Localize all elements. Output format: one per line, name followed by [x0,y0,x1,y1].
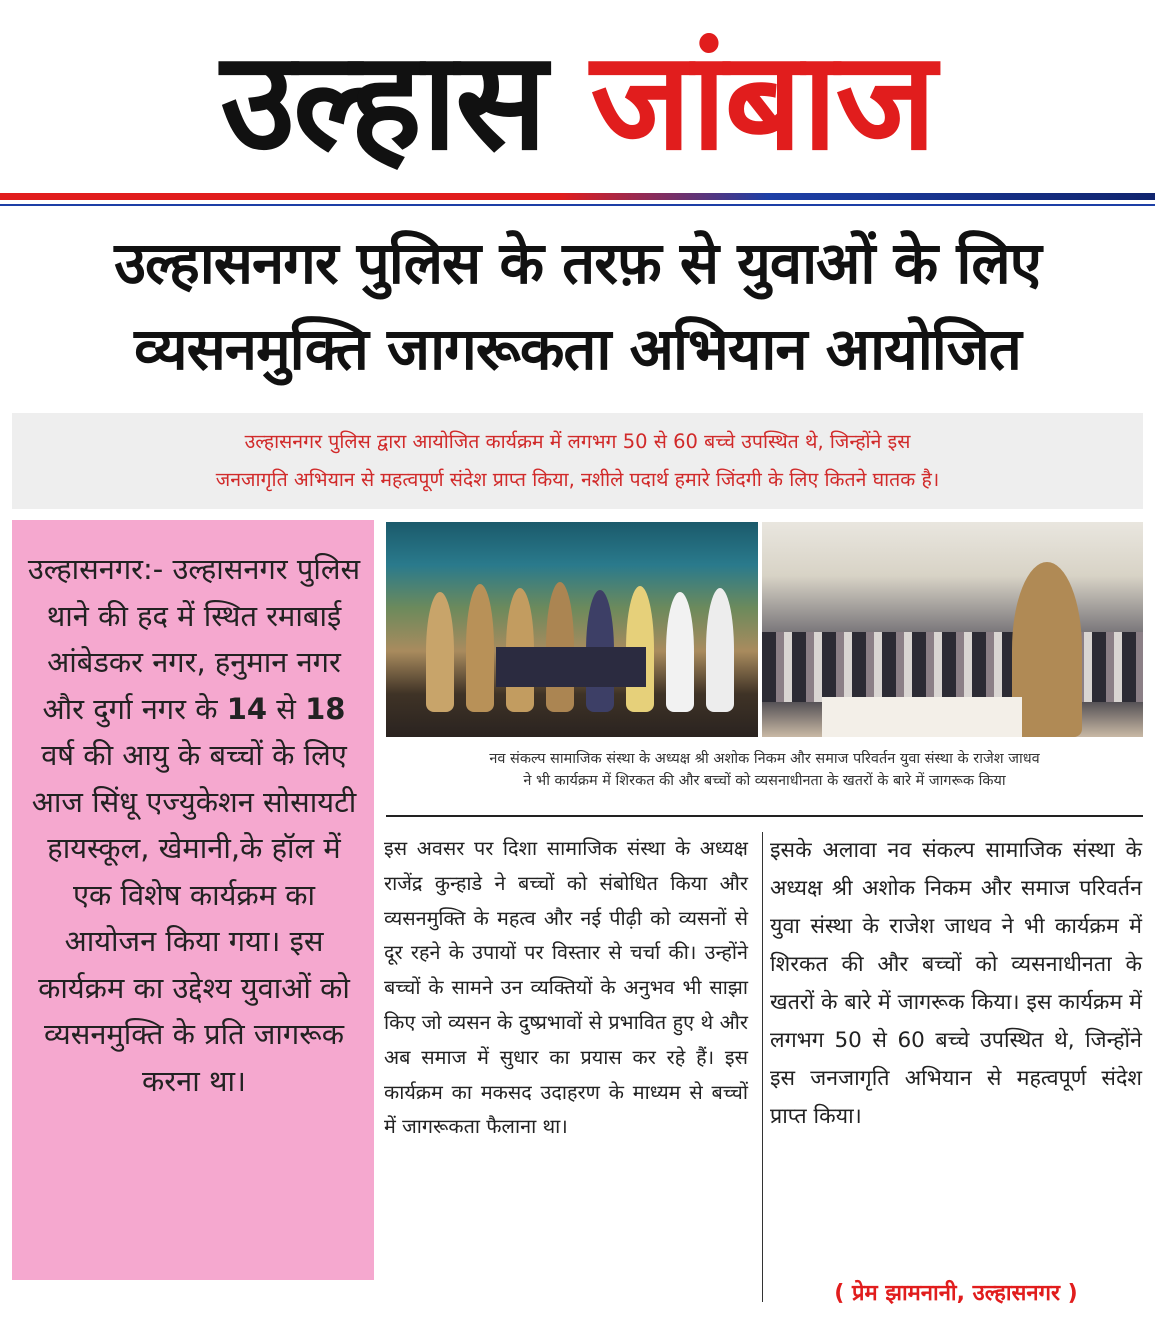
summary-line-2: जनजागृति अभियान से महत्वपूर्ण संदेश प्राप्त किया, नशीले पदार्थ हमारे जिंदगी के लिए कितने घातक है। [215,468,940,491]
caption-line-1: नव संकल्प सामाजिक संस्था के अध्यक्ष श्री अशोक निकम और समाज परिवर्तन युवा संस्था के राजेश जाधव [489,751,1040,767]
photo-figure [426,592,454,712]
masthead-word-1: उल्हास [220,23,546,181]
event-photo-audience [762,522,1143,737]
photo-figure [466,584,494,712]
photo-caption [386,748,1143,792]
photo-audience-rows [762,632,1143,702]
byline: ( प्रेम झामनानी, उल्हासनगर ) [834,1281,1078,1306]
masthead-rule-thin [0,204,1155,206]
photo-table [496,647,646,687]
article-column-2: इस अवसर पर दिशा सामाजिक संस्था के अध्यक्ष राजेंद्र कुन्हाडे ने बच्चों को संबोधित किया और व्यसनमुक्ति के महत्व और नई पीढ़ी को व्यसनों से दूर रहने के उपायों पर विस्तार से चर्चा की। उन्होंने बच्चों के सामने उन व्यक्तियों के अनुभव भी साझा किए जो व्यसन के दुष्प्रभावों से प्रभावित हुए थे और अब समाज में सुधार का प्रयास कर रहे हैं। इस कार्यक्रम का मकसद उदाहरण के माध्यम से बच्चों में जागरूकता फैलाना था। [384,837,748,1139]
masthead-word-2: जांबाज [590,23,935,181]
photo-figure [706,588,734,712]
event-photo-group [386,522,758,737]
lead-paragraph-box [12,520,374,1280]
masthead-title [0,22,1155,182]
photo-table [822,697,1022,737]
photo-figure [666,592,694,712]
lead-text-part-3: वर्ष की आयु के बच्चों के लिए आज सिंधू एज्युकेशन सोसायटी हायस्कूल, खेमानी,के हॉल में एक विशेष कार्यक्रम का आयोजन किया गया। इस कार्यक्रम का उद्देश्य युवाओं को व्यसनमुक्ति के प्रति जागरूक करना था। [31,738,357,1098]
headline-line-2: व्यसनमुक्ति जागरूकता अभियान आयोजित [134,315,1021,383]
summary-line-1: उल्हासनगर पुलिस द्वारा आयोजित कार्यक्रम में लगभग 50 से 60 बच्चे उपस्थित थे, जिन्होंने इस [244,430,911,453]
lead-age-from: 14 [226,691,268,726]
article-column-3: इसके अलावा नव संकल्प सामाजिक संस्था के अध्यक्ष श्री अशोक निकम और समाज परिवर्तन युवा संस्था के राजेश जाधव ने भी कार्यक्रम में शिरकत की और बच्चों को व्यसनाधीनता के खतरों के बारे में जागरूक किया। इस कार्यक्रम में लगभग 50 से 60 बच्चे उपस्थित थे, जिन्होंने इस जनजागृति अभियान से महत्वपूर्ण संदेश प्राप्त किया। [770,838,1142,1129]
headline-line-1: उल्हासनगर पुलिस के तरफ़ से युवाओं के लिए [114,229,1041,297]
summary-box [12,413,1143,509]
photo-speaker [1012,562,1082,737]
lead-age-to: 18 [305,691,346,726]
lead-text-part-1: उल्हासनगर:- उल्हासनगर पुलिस थाने की हद में स्थित रमाबाई आंबेडकर नगर, हनुमान नगर और दुर्गा नगर के [27,552,361,726]
lead-text-part-2: से [267,691,306,726]
masthead-rule-blue [560,193,1155,200]
caption-divider [386,815,1143,817]
caption-line-2: ने भी कार्यक्रम में शिरकत की और बच्चों को व्यसनाधीनता के खतरों के बारे में जागरूक किया [523,773,1006,789]
masthead [0,0,1155,200]
headline [0,220,1155,392]
column-divider [762,832,763,1302]
